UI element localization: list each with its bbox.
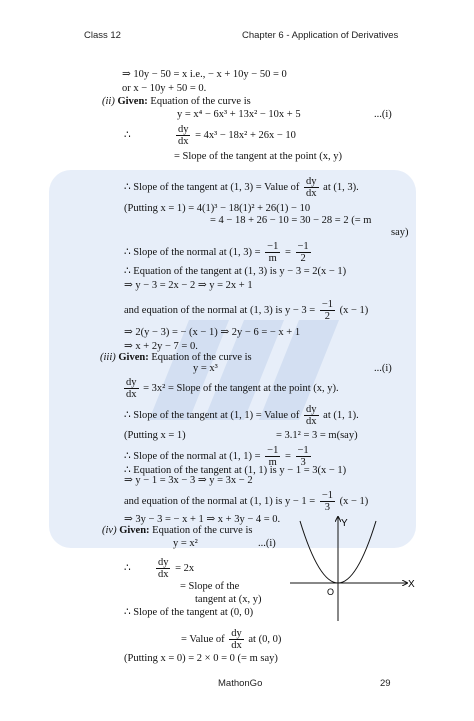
tangent-eq-13: ∴ Equation of the tangent at (1, 3) is y − 3 = 2(x − 1): [124, 266, 347, 277]
tangent-simplified-13: ⇒ y − 3 = 2x − 2 ⇒ y = 2x + 1: [124, 280, 253, 291]
page-number: 29: [380, 678, 391, 689]
curve-equation-iv: y = x²: [173, 538, 198, 549]
normal-eq-11: and equation of the normal at (1, 1) is y − 1 = $\frac{-1}{3}$ (x − 1): [124, 490, 369, 513]
value-at-00: = Value of $\frac{dy}{dx}$ at (0, 0): [181, 628, 282, 651]
given-text: Equation of the curve is: [150, 96, 251, 107]
slope-of-the: = Slope of the: [180, 581, 240, 592]
normal-final-11: ⇒ 3y − 3 = − x + 1 ⇒ x + 3y − 4 = 0.: [124, 514, 281, 525]
fraction-dy-dx: $\frac{dy}{dx}$: [177, 124, 189, 147]
given-text: Equation of the curve is: [151, 352, 252, 363]
origin-label: O: [327, 587, 335, 597]
tangent-simplified-11: ⇒ y − 1 = 3x − 3 ⇒ y = 3x − 2: [124, 475, 253, 486]
y-axis-label: Y: [341, 518, 348, 529]
equation-ref-iv: ...(i): [258, 538, 276, 549]
curve-equation-iii: y = x³: [193, 363, 218, 374]
derivative-line: [124, 124, 296, 147]
slope-say: say): [391, 227, 409, 238]
curve-equation: y = x⁴ − 6x³ + 13x² − 10x + 5: [177, 109, 301, 120]
derivative-iii: $\frac{dy}{dx}$ = 3x² = Slope of the tangent at the point (x, y).: [126, 377, 339, 400]
derivative-value: = 4x³ − 18x² + 26x − 10: [195, 129, 296, 141]
line-1: ⇒ 10y − 50 = x i.e., − x + 10y − 50 = 0: [122, 69, 287, 80]
x-axis-label: X: [408, 579, 415, 590]
normal-eq-13: and equation of the normal at (1, 3) is y − 3 = $\frac{-1}{2}$ (x − 1): [124, 299, 369, 322]
tangent-eq-11: ∴ Equation of the tangent at (1, 1) is y − 1 = 3(x − 1): [124, 465, 347, 476]
line-2: or x − 10y + 50 = 0.: [122, 83, 207, 94]
fraction-dy-dx: $\frac{dy}{dx}$: [231, 628, 242, 651]
putting-x-1: (Putting x = 1) = 4(1)³ − 18(1)² + 26(1) − 10: [124, 203, 311, 214]
parabola-graph: [290, 513, 420, 623]
normal-step-13: ⇒ 2(y − 3) = − (x − 1) ⇒ 2y − 6 = − x + 1: [124, 327, 301, 338]
therefore-symbol: ∴: [124, 129, 131, 141]
given-label: Given:: [118, 352, 149, 363]
slope-tangent-13: ∴ Slope of the tangent at (1, 3) = Value of $\frac{dy}{dx}$ at (1, 3).: [124, 176, 359, 199]
footer-brand: MathonGo: [218, 678, 263, 689]
putting-x-0: (Putting x = 0) = 2 × 0 = 0 (= m say): [124, 653, 278, 664]
fraction-dy-dx: $\frac{dy}{dx}$: [306, 176, 317, 199]
part-label: (iii): [100, 352, 116, 363]
part-label: (iv): [102, 525, 117, 536]
fraction-dy-dx: $\frac{dy}{dx}$: [126, 377, 137, 400]
fraction-neg1-3: $\frac{-1}{3}$: [297, 445, 309, 468]
fraction-neg1-m: $\frac{-1}{m}$: [267, 241, 279, 264]
given-label: Given:: [119, 525, 150, 536]
part-label: (ii): [102, 96, 115, 107]
slope-tangent-00: ∴ Slope of the tangent at (0, 0): [124, 607, 254, 618]
tangent-at-xy: tangent at (x, y): [195, 594, 262, 605]
derivative-iv: ∴ $\frac{dy}{dx}$ = 2x: [124, 557, 195, 580]
fraction-dy-dx: $\frac{dy}{dx}$: [157, 557, 169, 580]
slope-value-13: = 4 − 18 + 26 − 10 = 30 − 28 = 2 (= m: [210, 215, 372, 226]
slope-def: = Slope of the tangent at the point (x, y): [174, 151, 343, 162]
part-iii-heading: [100, 352, 252, 364]
fraction-neg1-3: $\frac{-1}{3}$: [321, 490, 333, 513]
fraction-dy-dx: $\frac{dy}{dx}$: [306, 404, 317, 427]
normal-final-13: ⇒ x + 2y − 7 = 0.: [124, 341, 198, 352]
slope-tangent-11: ∴ Slope of the tangent at (1, 1) = Value of $\frac{dy}{dx}$ at (1, 1).: [124, 404, 359, 427]
slope-normal-11: ∴ Slope of the normal at (1, 1) = $\frac{-1}{m}$ = $\frac{-1}{3}$: [124, 445, 309, 468]
given-text: Equation of the curve is: [152, 525, 253, 536]
part-iv-heading: [102, 525, 252, 537]
header-chapter: Chapter 6 - Application of Derivatives: [242, 30, 399, 41]
equation-ref: ...(i): [374, 109, 392, 120]
slope-value-11: = 3.1² = 3 = m(say): [276, 430, 358, 441]
given-label: Given:: [117, 96, 148, 107]
putting-x-1-iii: (Putting x = 1): [124, 430, 186, 441]
part-ii-heading: [102, 96, 251, 108]
header-class: Class 12: [84, 30, 121, 41]
fraction-neg1-2: $\frac{-1}{2}$: [321, 299, 333, 322]
fraction-neg1-2: $\frac{-1}{2}$: [297, 241, 309, 264]
slope-normal-13: ∴ Slope of the normal at (1, 3) = $\frac{-1}{m}$ = $\frac{-1}{2}$: [124, 241, 309, 264]
equation-ref-iii: ...(i): [374, 363, 392, 374]
fraction-neg1-m: $\frac{-1}{m}$: [267, 445, 279, 468]
